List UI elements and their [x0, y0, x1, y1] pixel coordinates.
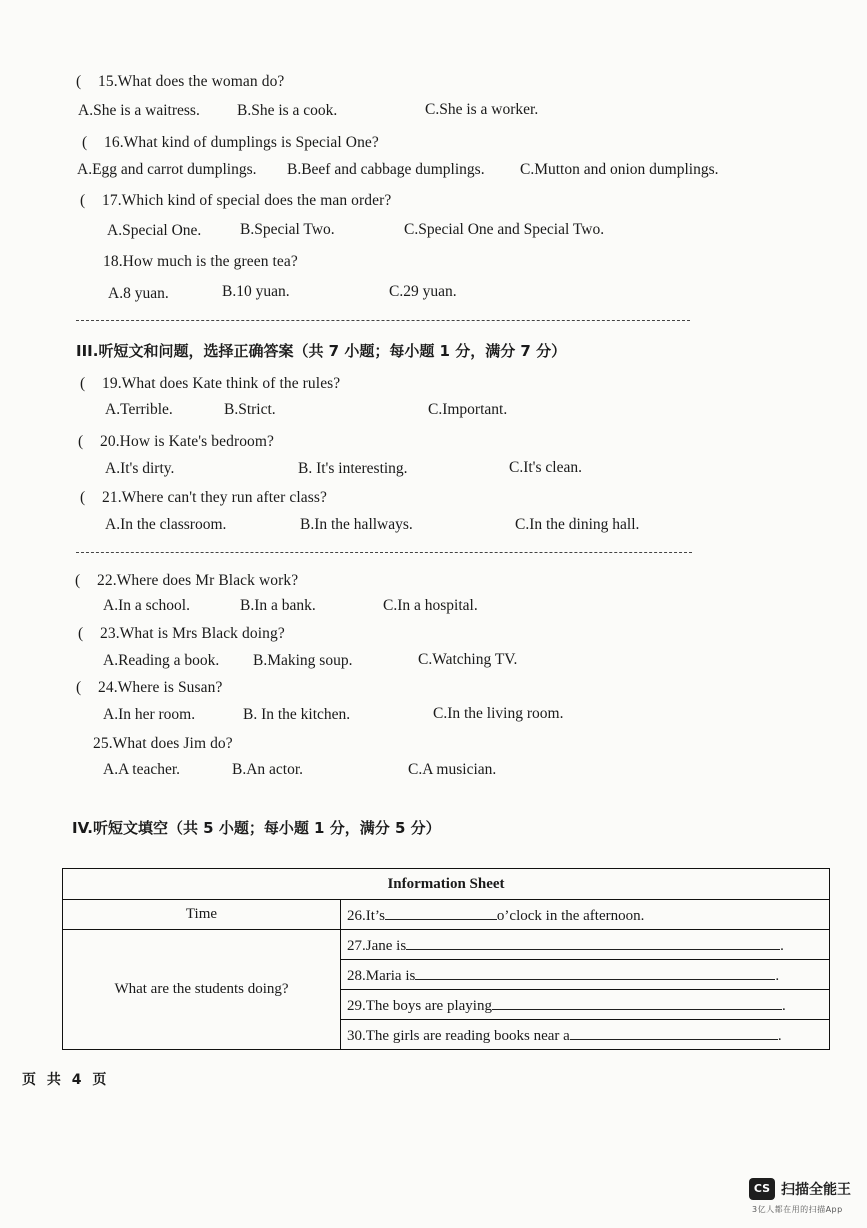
page-footer: 页 共 4 页 — [22, 1072, 110, 1088]
answer-blank-26[interactable] — [385, 905, 497, 920]
option-c: C.Mutton and onion dumplings. — [520, 161, 719, 178]
answer-blank-30[interactable] — [570, 1025, 778, 1040]
option-a: A.In a school. — [103, 597, 190, 614]
option-c: C.She is a worker. — [425, 101, 539, 118]
option-b: B.She is a cook. — [237, 102, 338, 119]
watermark-tagline: 3亿人都在用的扫描App — [752, 1205, 843, 1214]
question-stem: ( 20.How is Kate's bedroom? — [78, 433, 275, 450]
question-stem: ( 22.Where does Mr Black work? — [75, 572, 299, 589]
information-sheet-table — [62, 868, 830, 1050]
option-b: B.An actor. — [232, 761, 304, 778]
watermark-brand: 扫描全能王 — [781, 1182, 851, 1198]
option-b: B. In the kitchen. — [243, 706, 351, 723]
section-iii-heading: III.听短文和问题，选择正确答案（共 7 小题；每小题 1 分，满分 7 分） — [76, 342, 567, 360]
answer-blank-27[interactable] — [406, 935, 780, 950]
q27-cell: 27.Jane is . — [341, 930, 830, 960]
answer-paren: ( — [76, 679, 82, 696]
option-b: B.In a bank. — [240, 597, 316, 614]
option-c: C.Important. — [428, 401, 508, 418]
option-a: A.It's dirty. — [105, 460, 175, 477]
option-b: B.Making soup. — [253, 652, 353, 669]
q28-cell: 28.Maria is . — [341, 960, 830, 990]
q29-cell: 29.The boys are playing . — [341, 990, 830, 1020]
answer-paren: ( — [82, 134, 88, 151]
section-divider — [76, 552, 692, 553]
option-a: A.Reading a book. — [103, 652, 220, 669]
time-label: Time — [63, 900, 341, 930]
section-divider — [76, 320, 690, 321]
question-stem: 25.What does Jim do? — [93, 735, 233, 752]
answer-paren: ( — [78, 433, 84, 450]
doing-label: What are the students doing? — [63, 930, 341, 1050]
camscanner-logo-icon: CS — [749, 1178, 775, 1200]
option-c: C.Special One and Special Two. — [404, 221, 605, 238]
option-a: A.8 yuan. — [108, 285, 169, 302]
option-c: C.29 yuan. — [389, 283, 457, 300]
option-a: A.In her room. — [103, 706, 196, 723]
option-c: C.A musician. — [408, 761, 497, 778]
question-stem: ( 17.Which kind of special does the man order? — [80, 192, 392, 209]
section-iv-heading: IV.听短文填空（共 5 小题；每小题 1 分，满分 5 分） — [72, 819, 441, 837]
option-c: C.In the dining hall. — [515, 516, 640, 533]
option-c: C.In the living room. — [433, 705, 564, 722]
option-b: B.In the hallways. — [300, 516, 413, 533]
option-a: A.In the classroom. — [105, 516, 227, 533]
option-a: A.A teacher. — [103, 761, 181, 778]
answer-paren: ( — [80, 375, 86, 392]
answer-paren: ( — [76, 73, 82, 90]
question-stem: ( 21.Where can't they run after class? — [80, 489, 328, 506]
question-stem: ( 16.What kind of dumplings is Special One? — [82, 134, 379, 151]
answer-paren: ( — [75, 572, 81, 589]
answer-paren: ( — [80, 489, 86, 506]
option-b: B.Special Two. — [240, 221, 335, 238]
q26-cell: 26.It’s o’clock in the afternoon. — [341, 900, 830, 930]
question-stem: 18.How much is the green tea? — [103, 253, 298, 270]
option-a: A.Egg and carrot dumplings. — [77, 161, 257, 178]
option-c: C.In a hospital. — [383, 597, 478, 614]
answer-blank-28[interactable] — [415, 965, 775, 980]
option-c: C.It's clean. — [509, 459, 582, 476]
question-stem: ( 23.What is Mrs Black doing? — [78, 625, 285, 642]
answer-paren: ( — [78, 625, 84, 642]
answer-blank-29[interactable] — [492, 995, 782, 1010]
sheet-title: Information Sheet — [63, 869, 830, 900]
option-a: A.Terrible. — [105, 401, 173, 418]
question-stem: ( 19.What does Kate think of the rules? — [80, 375, 341, 392]
option-a: A.Special One. — [107, 222, 202, 239]
option-a: A.She is a waitress. — [78, 102, 200, 119]
answer-paren: ( — [80, 192, 86, 209]
question-stem: ( 24.Where is Susan? — [76, 679, 223, 696]
option-b: B.Beef and cabbage dumplings. — [287, 161, 485, 178]
option-b: B. It's interesting. — [298, 460, 408, 477]
question-stem: ( 15.What does the woman do? — [76, 73, 285, 90]
option-b: B.10 yuan. — [222, 283, 290, 300]
q30-cell: 30.The girls are reading books near a . — [341, 1020, 830, 1050]
option-c: C.Watching TV. — [418, 651, 518, 668]
option-b: B.Strict. — [224, 401, 276, 418]
